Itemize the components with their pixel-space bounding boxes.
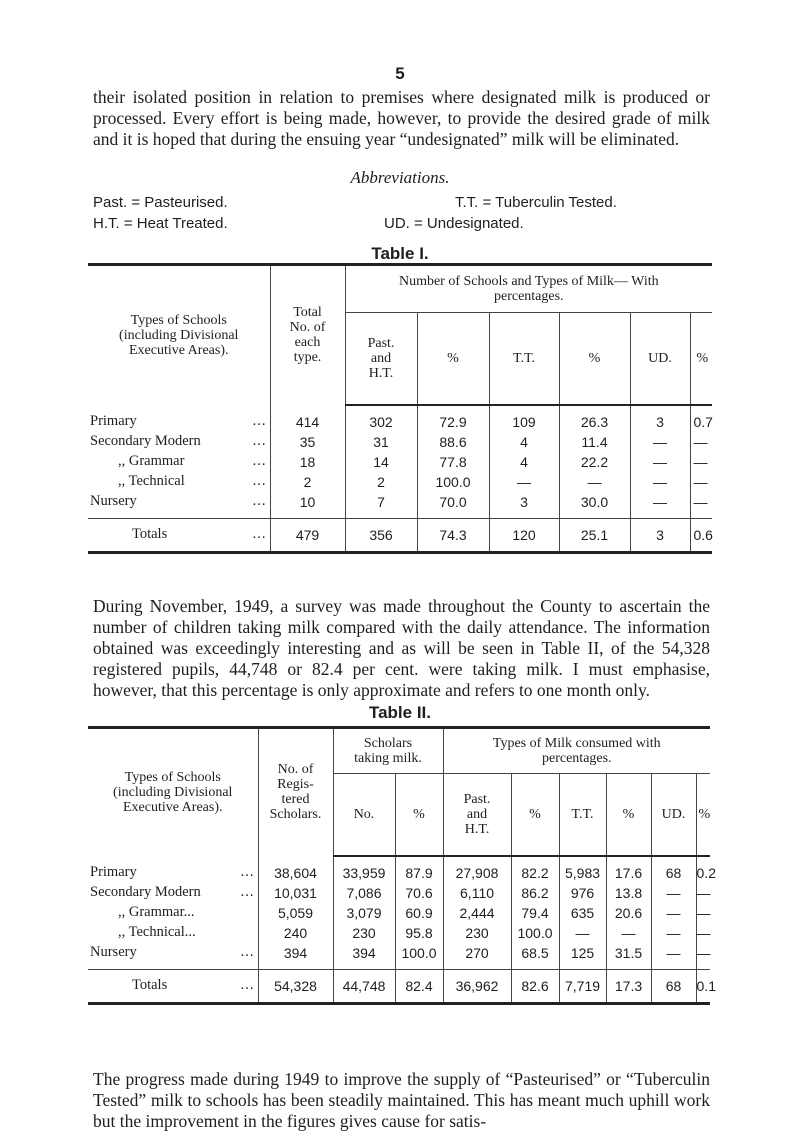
cell-tt-pct: 26.3: [559, 412, 630, 432]
cell-taking: 7,086: [333, 883, 395, 903]
table1-header-pct2: %: [559, 313, 630, 405]
cell-tt-pct: 31.5: [606, 943, 651, 963]
cell-past-pct: 74.3: [417, 518, 489, 552]
cell-ud-pct: —: [696, 884, 711, 901]
cell-past: 2,444: [443, 903, 511, 923]
cell-tt: 120: [489, 518, 559, 552]
table2-header-registered: No. of Regis- tered Scholars.: [258, 728, 333, 856]
row-label: ,, Technical...: [118, 924, 196, 940]
table-2: [88, 726, 716, 1005]
table-row: [88, 492, 712, 512]
row-dots: ...: [240, 864, 255, 880]
cell-past: 6,110: [443, 883, 511, 903]
row-dots: ...: [252, 493, 267, 509]
table1-header-pct3: %: [690, 313, 712, 405]
table1-header-types: Types of Schools (including Divisional Executive Areas).: [88, 265, 270, 405]
table-row: [88, 943, 710, 963]
table-row: [88, 452, 712, 472]
cell-past: 356: [345, 518, 417, 552]
cell-ud-pct: —: [696, 904, 711, 921]
row-label: Nursery: [90, 944, 137, 960]
cell-tt: 5,983: [559, 863, 606, 883]
cell-taking: 3,079: [333, 903, 395, 923]
cell-ud: —: [630, 452, 690, 472]
table2-header-pct: %: [395, 774, 443, 856]
table-row: [88, 432, 712, 452]
cell-tt: 3: [489, 492, 559, 512]
cell-taking-pct: 87.9: [395, 863, 443, 883]
cell-tt: 4: [489, 432, 559, 452]
cell-tt-pct: 17.6: [606, 863, 651, 883]
cell-total: 18: [270, 452, 345, 472]
cell-registered: 240: [258, 923, 333, 943]
table2-header-ud: UD.: [651, 774, 696, 856]
cell-tt: 125: [559, 943, 606, 963]
totals-label: Totals: [132, 977, 168, 993]
cell-tt: 976: [559, 883, 606, 903]
row-label: Nursery: [90, 493, 137, 509]
cell-registered: 54,328: [258, 969, 333, 1003]
cell-tt-pct: 20.6: [606, 903, 651, 923]
cell-ud: 68: [651, 969, 696, 1003]
table-1: [88, 263, 712, 554]
table2-header-pct1: %: [511, 774, 559, 856]
cell-past: 36,962: [443, 969, 511, 1003]
cell-taking: 394: [333, 943, 395, 963]
cell-tt-pct: 11.4: [559, 432, 630, 452]
cell-ud: —: [651, 943, 696, 963]
table-row: [88, 863, 710, 883]
row-label: ,, Technical: [118, 473, 185, 489]
cell-total: 414: [270, 412, 345, 432]
table-row: [88, 903, 710, 923]
cell-taking-pct: 70.6: [395, 883, 443, 903]
cell-tt-pct: —: [606, 923, 651, 943]
table2-header-types: Types of Schools (including Divisional Executive Areas).: [88, 728, 258, 856]
totals-label: Totals: [132, 526, 168, 542]
totals-row: [88, 518, 712, 552]
row-dots: ...: [252, 433, 267, 449]
table-row: [88, 472, 712, 492]
table1-header-total: Total No. of each type.: [270, 265, 345, 405]
cell-total: 2: [270, 472, 345, 492]
cell-taking-pct: 95.8: [395, 923, 443, 943]
cell-past: 2: [345, 472, 417, 492]
cell-past-pct: 100.0: [417, 472, 489, 492]
cell-ud-pct: —: [690, 452, 712, 472]
row-label: Secondary Modern: [90, 884, 201, 900]
cell-taking-pct: 100.0: [395, 943, 443, 963]
cell-tt-pct: 30.0: [559, 492, 630, 512]
cell-ud: —: [651, 923, 696, 943]
table2-header-scholars-group: Scholars taking milk.: [333, 728, 443, 774]
table1-header-tt: T.T.: [489, 313, 559, 405]
cell-past: 14: [345, 452, 417, 472]
cell-past-pct: 72.9: [417, 412, 489, 432]
cell-ud-pct: —: [690, 492, 712, 512]
row-dots: ...: [240, 884, 255, 900]
table-row: [88, 412, 712, 432]
row-label: ,, Grammar...: [118, 904, 195, 920]
cell-tt-pct: 25.1: [559, 518, 630, 552]
cell-past-pct: 88.6: [417, 432, 489, 452]
row-label: ,, Grammar: [118, 453, 185, 469]
cell-ud-pct: —: [696, 944, 711, 961]
cell-ud-pct: —: [690, 432, 712, 452]
cell-ud: —: [630, 472, 690, 492]
cell-taking-pct: 60.9: [395, 903, 443, 923]
cell-registered: 38,604: [258, 863, 333, 883]
table-row: [88, 883, 710, 903]
table1-header-group: Number of Schools and Types of Milk— With percentages.: [345, 265, 712, 313]
row-dots: ...: [252, 413, 267, 429]
totals-row: [88, 969, 710, 1003]
cell-tt-pct: 17.3: [606, 969, 651, 1003]
cell-past-pct: 100.0: [511, 923, 559, 943]
cell-ud: —: [630, 492, 690, 512]
cell-tt: 109: [489, 412, 559, 432]
cell-ud: —: [651, 883, 696, 903]
cell-ud: 3: [630, 518, 690, 552]
cell-ud-pct: —: [696, 924, 711, 941]
cell-tt: 635: [559, 903, 606, 923]
table1-title: Table I.: [371, 244, 429, 263]
abbr-tt: T.T. = Tuberculin Tested.: [455, 194, 617, 211]
table2-header-tt: T.T.: [559, 774, 606, 856]
table2-title: Table II.: [368, 703, 432, 722]
cell-ud-pct: 0.7: [690, 412, 712, 432]
cell-past: 270: [443, 943, 511, 963]
cell-ud: —: [651, 903, 696, 923]
abbr-ht: H.T. = Heat Treated.: [93, 215, 228, 232]
cell-ud: 68: [651, 863, 696, 883]
table2-header-types-group: Types of Milk consumed with percentages.: [443, 728, 710, 774]
cell-registered: 5,059: [258, 903, 333, 923]
cell-ud: —: [630, 432, 690, 452]
cell-total: 10: [270, 492, 345, 512]
cell-tt: 4: [489, 452, 559, 472]
table2-header-past: Past. and H.T.: [443, 774, 511, 856]
row-dots: ...: [252, 526, 267, 542]
row-label: Secondary Modern: [90, 433, 201, 449]
cell-registered: 394: [258, 943, 333, 963]
cell-tt-pct: —: [559, 472, 630, 492]
closing-paragraph: The progress made during 1949 to improve the supply of “Pasteurised” or “Tuberculin Tested” milk to schools has been steadily maintained. This has meant much uphill work but the improvement in the figures gives cause for satis-: [93, 1069, 710, 1131]
cell-past-pct: 77.8: [417, 452, 489, 472]
row-dots: ...: [252, 453, 267, 469]
cell-past-pct: 68.5: [511, 943, 559, 963]
row-dots: ...: [240, 977, 255, 993]
cell-past-pct: 82.6: [511, 969, 559, 1003]
table1-header-pct1: %: [417, 313, 489, 405]
cell-past-pct: 79.4: [511, 903, 559, 923]
cell-taking: 33,959: [333, 863, 395, 883]
intro-paragraph: their isolated position in relation to premises where designated milk is produced or processed. Every effort is being made, however, to provide the desired grade of milk and it is hoped that during the ensuing year “undesignated” milk will be eliminated.: [93, 87, 710, 149]
cell-past: 7: [345, 492, 417, 512]
cell-registered: 10,031: [258, 883, 333, 903]
table-row: [88, 923, 710, 943]
page-number: 5: [395, 64, 405, 83]
cell-total: 35: [270, 432, 345, 452]
table1-header-past: Past. and H.T.: [345, 313, 417, 405]
cell-tt: —: [489, 472, 559, 492]
table2-header-no: No.: [333, 774, 395, 856]
cell-past: 31: [345, 432, 417, 452]
abbr-past: Past. = Pasteurised.: [93, 194, 228, 211]
cell-ud-pct: 0.2: [696, 864, 716, 881]
cell-past: 230: [443, 923, 511, 943]
cell-tt: —: [559, 923, 606, 943]
row-dots: ...: [240, 944, 255, 960]
cell-tt: 7,719: [559, 969, 606, 1003]
abbreviations-heading: Abbreviations.: [350, 168, 450, 187]
cell-past-pct: 82.2: [511, 863, 559, 883]
cell-tt-pct: 13.8: [606, 883, 651, 903]
cell-past-pct: 86.2: [511, 883, 559, 903]
cell-past: 302: [345, 412, 417, 432]
abbr-ud: UD. = Undesignated.: [384, 215, 524, 232]
cell-taking: 230: [333, 923, 395, 943]
row-label: Primary: [90, 413, 137, 429]
cell-tt-pct: 22.2: [559, 452, 630, 472]
cell-ud: 3: [630, 412, 690, 432]
cell-ud-pct: 0.1: [696, 969, 710, 1003]
cell-taking-pct: 82.4: [395, 969, 443, 1003]
cell-past: 27,908: [443, 863, 511, 883]
cell-ud-pct: —: [690, 472, 712, 492]
row-dots: ...: [252, 473, 267, 489]
row-label: Primary: [90, 864, 137, 880]
table2-header-pct3: %: [696, 774, 710, 856]
cell-past-pct: 70.0: [417, 492, 489, 512]
cell-taking: 44,748: [333, 969, 395, 1003]
middle-paragraph: During November, 1949, a survey was made throughout the County to ascertain the number of children taking milk compared with the daily attendance. The information obtained was exceedingly interesting and as will be seen in Table II, of the 54,328 registered pupils, 44,748 or 82.4 per cent. were taking milk. I must emphasise, however, that this percentage is only approximate and refers to one month only.: [93, 596, 710, 700]
cell-total: 479: [270, 518, 345, 552]
cell-ud-pct: 0.6: [690, 518, 712, 552]
table2-header-pct2: %: [606, 774, 651, 856]
table1-header-ud: UD.: [630, 313, 690, 405]
